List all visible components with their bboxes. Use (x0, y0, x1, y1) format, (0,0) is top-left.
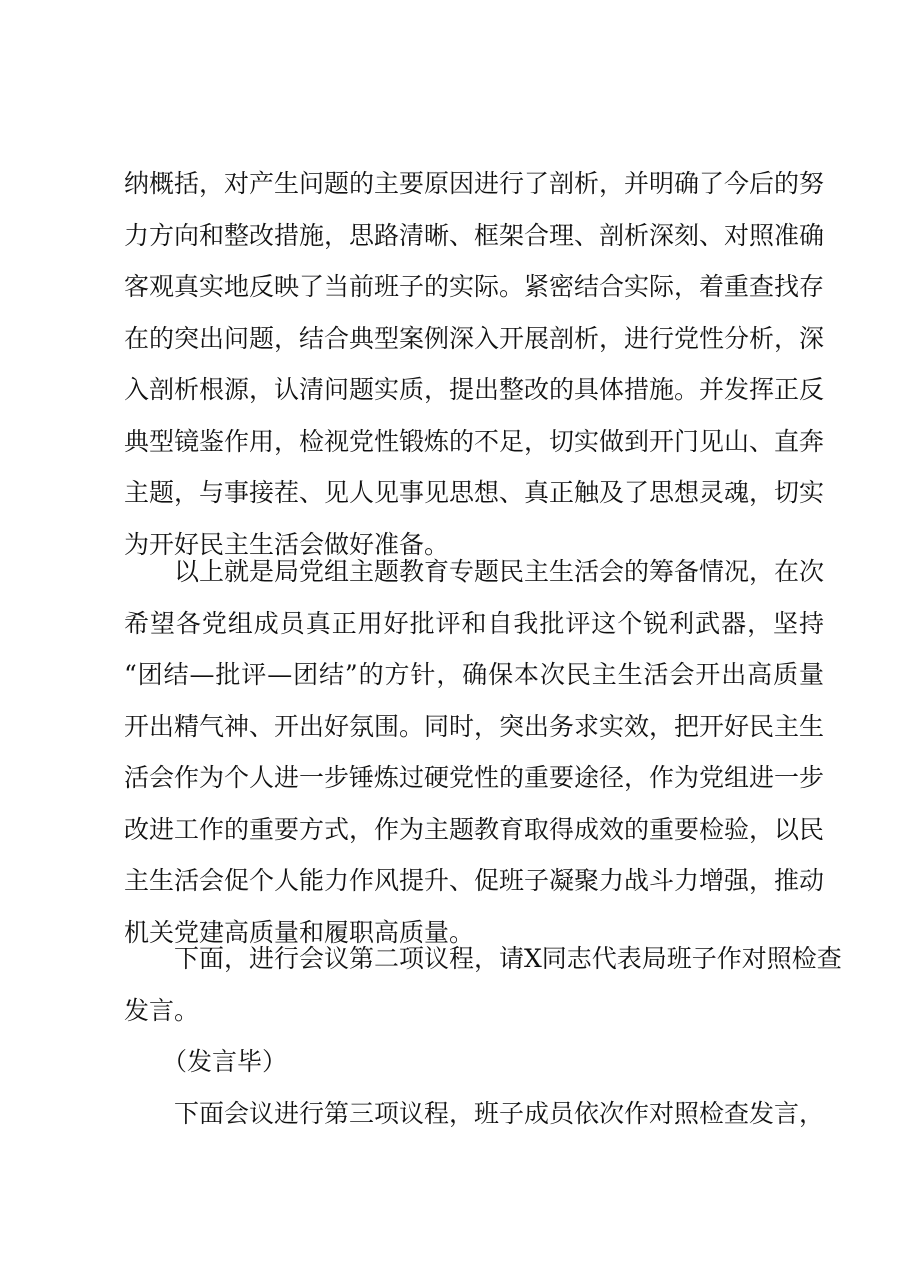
paragraph-3 (124, 933, 842, 1036)
paragraph-2 (124, 546, 824, 958)
text-line: 客观真实地反映了当前班子的实际。紧密结合实际，着重查找存 (124, 272, 825, 301)
paragraph-4 (124, 1036, 824, 1088)
text-line: “团结—批评—团结”的方针，确保本次民主生活会开出高质量 (124, 660, 824, 689)
text-line: 主题，与事接茬、见人见事见思想、真正触及了思想灵魂，切实 (124, 478, 825, 507)
text-line: 发言。 (124, 995, 200, 1025)
text-line: 力方向和整改措施，思路清晰、框架合理、剖析深刻、对照准确 (124, 220, 825, 250)
text-line: 纳概括，对产生问题的主要原因进行了剖析，并明确了今后的努 (124, 169, 825, 198)
speech-note: （发言毕） (162, 1047, 288, 1076)
text-line: 在的突出问题，结合典型案例深入开展剖析，进行党性分析，深 (124, 323, 825, 353)
paragraph-5 (124, 1088, 824, 1140)
text-line: 下面，进行会议第二项议程，请X同志代表局班子作对照检查 (174, 944, 842, 973)
text-line: 典型镜鉴作用，检视党性锻炼的不足，切实做到开门见山、直奔 (124, 426, 825, 456)
text-line: 为开好民主生活会做好准备。 (124, 529, 450, 559)
text-line: 希望各党组成员真正用好批评和自我批评这个锐利武器，坚持 (124, 608, 824, 638)
text-line: 入剖析根源，认清问题实质，提出整改的具体措施。并发挥正反 (124, 375, 825, 404)
text-line: 开出精气神、开出好氛围。同时，突出务求实效，把开好民主生 (124, 711, 825, 741)
text-line: 机关党建高质量和履职高质量。 (124, 917, 475, 947)
text-line: 活会作为个人进一步锤炼过硬党性的重要途径，作为党组进一步 (124, 763, 825, 792)
text-line: 改进工作的重要方式，作为主题教育取得成效的重要检验，以民 (124, 814, 825, 844)
paragraph-1 (124, 158, 824, 570)
text-line: 以上就是局党组主题教育专题民主生活会的筹备情况，在次 (174, 557, 825, 586)
text-line: 主生活会促个人能力作风提升、促班子凝聚力战斗力增强，推动 (124, 866, 825, 895)
text-line: 下面会议进行第三项议程，班子成员依次作对照检查发言， (174, 1099, 825, 1128)
